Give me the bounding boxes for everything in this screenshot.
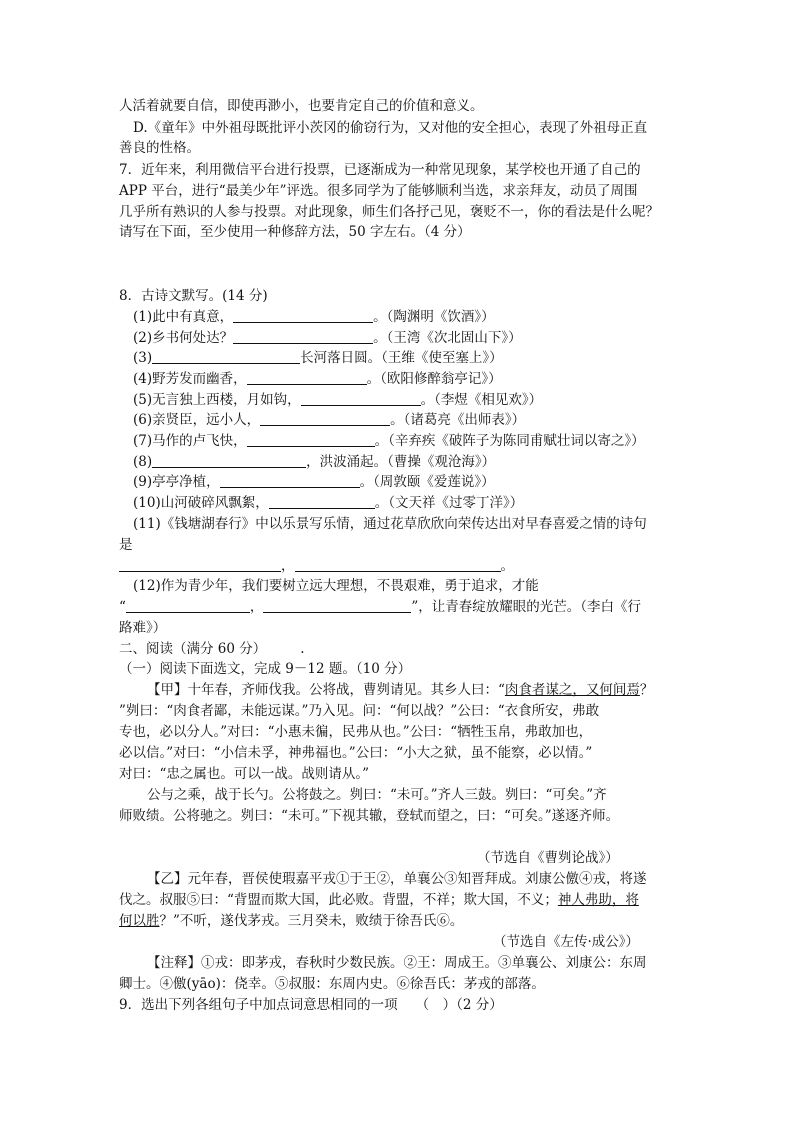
answer-blank[interactable] [152,349,300,364]
q8-item-11-line2: 是 [119,537,133,553]
q6-option-d-line2: 善良的性格。 [119,140,200,156]
q8-item-3: (3) 长河落日圆。（王维《使至塞上》） [133,350,503,366]
answer-blank[interactable] [269,494,375,509]
answer-blank[interactable] [233,329,373,344]
answer-blank[interactable] [220,473,360,488]
jia-line4: 必以信。”对曰：“小信未孚，神弗福也。”公曰：“小大之狱，虽不能察，必以情。” [119,745,593,761]
q9-line: 9．选出下列各组句子中加点词意思相同的一项 （ ）（2 分） [119,997,503,1013]
yi-line1: 【乙】元年春，晋侯使瑕嘉平戎①于王②，单襄公③知晋拜成。刘康公儌④戎，将遂 [147,871,647,887]
answer-blank[interactable] [152,453,306,468]
q8-item-11-line1: (11)《钱塘湖春行》中以乐景写乐情，通过花草欣欣向荣传达出对早春喜爱之情的诗句 [133,516,647,532]
underlined-phrase: 何以胜 [119,913,160,929]
jia-line1: 【甲】十年春，齐师伐我。公将战，曹刿请见。其乡人曰：“肉食者谋之，又何间焉？ [147,682,654,698]
answer-blank[interactable] [119,557,281,572]
q8-item-2: (2)乡书何处达？ 。（王湾《次北固山下》） [133,330,522,346]
q6-option-c-tail: 人活着就要自信，即使再渺小，也要肯定自己的价值和意义。 [119,98,484,114]
q8-item-6: (6)亲贤臣，远小人， 。（诸葛亮《出师表》） [133,412,526,428]
q8-item-5: (5)无言独上西楼，月如钩， 。（李煜《相见欢》） [133,392,543,408]
yi-source: （节选自《左传·成公》） [493,934,640,950]
q8-item-10: (10)山河破碎风飘絮， 。（文天祥《过零丁洋》） [133,495,524,511]
answer-blank[interactable] [247,370,367,385]
jia-line3: 专也，必以分人。”对曰：“小惠未徧，民弗从也。”公曰：“牺牲玉帛，弗敢加也， [119,724,593,740]
section-2-title: 二、阅读（满分 60 分） . [119,641,305,657]
jia-source: （节选自《曹刿论战》） [477,850,619,866]
q7-line1: 7．近年来，利用微信平台进行投票，已逐渐成为一种常见现象，某学校也开通了自己的 [119,162,641,178]
q8-item-8: (8) ，洪波涌起。（曹操《观沧海》） [133,454,496,470]
q7-line3: 几乎所有熟识的人参与投票。对此现象，师生们各抒己见，褒贬不一，你的看法是什么呢？ [119,204,659,220]
yi-line3: 何以胜？”不听，遂伐茅戎。三月癸未，败绩于徐吾氏⑥。 [119,913,464,929]
answer-blank[interactable] [263,598,411,613]
answer-blank[interactable] [260,411,390,426]
underlined-phrase: 神人弗助，将 [557,892,639,908]
answer-blank[interactable] [233,308,373,323]
q7-line2: APP 平台，进行“最美少年”评选。很多同学为了能够顺利当选，求亲拜友，动员了周围 [119,183,638,199]
q8-item-11-answer: ， 。 [119,556,514,576]
answer-paren[interactable]: （ ） [415,997,457,1013]
answer-blank[interactable] [301,391,421,406]
q7-line4: 请写在下面，至少使用一种修辞方法，50 字左右。（4 分） [119,224,471,240]
yi-line2: 伐之。叔服⑤曰：“背盟而欺大国，此必败。背盟，不祥；欺大国，不义；神人弗助，将 [119,892,639,908]
q8-title: 8．古诗文默写。(14 分) [119,288,268,304]
answer-blank[interactable] [247,432,375,447]
q8-item-12-line3: 路难》） [119,620,167,636]
notes-line2: 卿士。④儌(yāo)：侥幸。⑤叔服：东周内史。⑥徐吾氏：茅戎的部落。 [119,976,545,992]
jia-line5: 对曰：“忠之属也。可以一战。战则请从。” [119,766,370,782]
q8-item-9: (9)亭亭净植， 。（周敦颐《爱莲说》） [133,474,495,490]
answer-blank[interactable] [295,557,501,572]
q8-item-1: (1)此中有真意， 。（陶渊明《饮酒》） [133,309,495,325]
underlined-phrase: 肉食者谋之，又何间焉 [504,682,640,698]
notes-line1: 【注释】①戎：即茅戎，春秋时少数民族。②王：周成王。③单襄公、刘康公：东周 [147,955,647,971]
q6-option-d-line1: D.《童年》中外祖母既批评小茨冈的偷窃行为，又对他的安全担心，表现了外祖母正直 [133,120,648,136]
section-2-part-1: （一）阅读下面选文，完成 9－12 题。（10 分） [119,661,412,677]
q8-item-12-line1: (12)作为青少年，我们要树立远大理想，不畏艰难，勇于追求，才能 [133,578,539,594]
q8-item-7: (7)马作的卢飞快， 。（辛弃疾《破阵子为陈同甫赋壮词以寄之》） [133,433,645,449]
jia-line2: ”刿曰：“肉食者鄙，未能远谋。”乃入见。问：“何以战？”公曰：“衣食所安，弗敢 [119,703,600,719]
answer-blank[interactable] [126,598,250,613]
q8-item-4: (4)野芳发而幽香， 。（欧阳修醉翁亭记》） [133,371,502,387]
jia-line6: 公与之乘，战于长勺。公将鼓之。刿曰：“未可。”齐人三鼓。刿曰：“可矣。”齐 [147,787,607,803]
q8-item-12-line2: “ ， ”，让青春绽放耀眼的光芒。（李白《行 [119,599,642,615]
jia-line7: 师败绩。公将驰之。刿曰：“未可。”下视其辙，登轼而望之，曰：“可矣。”遂逐齐师。 [119,808,620,824]
